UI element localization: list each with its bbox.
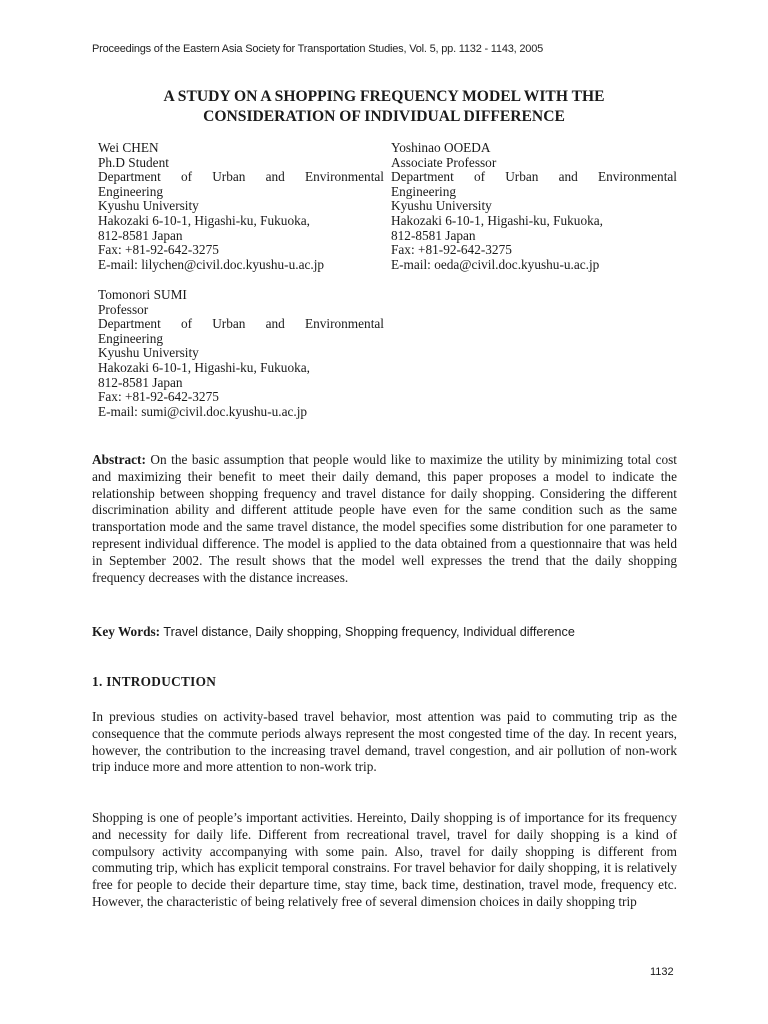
keywords bbox=[92, 624, 677, 641]
author-email: E-mail: sumi@civil.doc.kyushu-u.ac.jp bbox=[98, 403, 308, 419]
intro-paragraph-1: In previous studies on activity-based travel behavior, most attention was paid to commuting trip as the consequence that the commute periods always represent the most congested time of the day. In recent years, however, the contribution to the increasing travel demand, travel congestion, and air pollution of non-work trip induce more and more attention to non-work trip. bbox=[92, 709, 677, 775]
author-fax: Fax: +81-92-642-3275 bbox=[98, 242, 219, 258]
running-header: Proceedings of the Eastern Asia Society for Transportation Studies, Vol. 5, pp. 1132 - 1143, 2005 bbox=[92, 43, 544, 55]
keywords-label: Key Words: bbox=[92, 624, 161, 639]
section-heading-introduction: 1. INTRODUCTION bbox=[92, 674, 217, 689]
author-block-chen bbox=[98, 141, 384, 272]
author-email: E-mail: lilychen@civil.doc.kyushu-u.ac.jp bbox=[98, 256, 325, 272]
author-position: Professor bbox=[98, 301, 149, 317]
paper-title bbox=[92, 87, 676, 127]
author-university: Kyushu University bbox=[391, 198, 492, 214]
author-postcode: 812-8581 Japan bbox=[391, 227, 476, 243]
intro-paragraph-2: Shopping is one of people’s important activities. Hereinto, Daily shopping is of importance for its frequency and necessity for daily life. Different from recreational travel, travel for daily shopping is a kind of compulsory activity accompanying with some pain. Also, travel for daily shopping is different from commuting trip, which has explicit temporal constrains. For travel behavior for daily shopping, it is relatively free for people to decide their departure time, stay time, back time, destination, travel mode, frequency etc. However, the characteristic of being relatively free of several dimension choices in daily shopping trip bbox=[92, 810, 677, 909]
author-address: Hakozaki 6-10-1, Higashi-ku, Fukuoka, bbox=[98, 359, 310, 375]
author-department: Department of Urban and Environmental bbox=[98, 316, 384, 332]
abstract bbox=[92, 452, 677, 586]
author-postcode: 812-8581 Japan bbox=[98, 374, 183, 390]
author-block-sumi bbox=[98, 288, 384, 419]
abstract-label: Abstract: bbox=[92, 452, 146, 467]
author-address: Hakozaki 6-10-1, Higashi-ku, Fukuoka, bbox=[98, 212, 310, 228]
author-fax: Fax: +81-92-642-3275 bbox=[391, 242, 512, 258]
author-fax: Fax: +81-92-642-3275 bbox=[98, 389, 219, 405]
author-department-cont: Engineering bbox=[98, 183, 163, 199]
author-position: Associate Professor bbox=[391, 154, 497, 170]
author-name: Yoshinao OOEDA bbox=[391, 140, 491, 155]
abstract-text: On the basic assumption that people would like to maximize the utility by minimizing total cost and maximizing their benefit to meet their daily demand, this paper proposes a model to indicate the relationship between shopping frequency and travel distance for daily shopping. Considering the different discrimination ability and different attitude people have even for the same condition such as the same transportation mode and the same travel distance, the model specifies some distribution for one parameter to represent individual difference. The model is applied to the data obtained from a questionnaire that was held in September 2002. The result shows that the model well expresses the trend that the daily shopping frequency decreases with the distance increases. bbox=[92, 452, 677, 585]
title-line-1: A STUDY ON A SHOPPING FREQUENCY MODEL WITH THE bbox=[163, 88, 605, 105]
author-position: Ph.D Student bbox=[98, 154, 169, 170]
keywords-text: Travel distance, Daily shopping, Shopping frequency, Individual difference bbox=[163, 625, 575, 639]
author-name: Wei CHEN bbox=[98, 140, 159, 155]
author-department-cont: Engineering bbox=[391, 183, 456, 199]
page-number: 1132 bbox=[650, 966, 674, 978]
author-department-cont: Engineering bbox=[98, 330, 163, 346]
author-department: Department of Urban and Environmental bbox=[98, 169, 384, 185]
title-line-2: CONSIDERATION OF INDIVIDUAL DIFFERENCE bbox=[203, 108, 565, 125]
author-university: Kyushu University bbox=[98, 198, 199, 214]
author-block-ooeda bbox=[391, 141, 677, 272]
author-email: E-mail: oeda@civil.doc.kyushu-u.ac.jp bbox=[391, 256, 600, 272]
author-university: Kyushu University bbox=[98, 345, 199, 361]
author-postcode: 812-8581 Japan bbox=[98, 227, 183, 243]
author-name: Tomonori SUMI bbox=[98, 287, 187, 302]
author-address: Hakozaki 6-10-1, Higashi-ku, Fukuoka, bbox=[391, 212, 603, 228]
author-department: Department of Urban and Environmental bbox=[391, 169, 677, 185]
